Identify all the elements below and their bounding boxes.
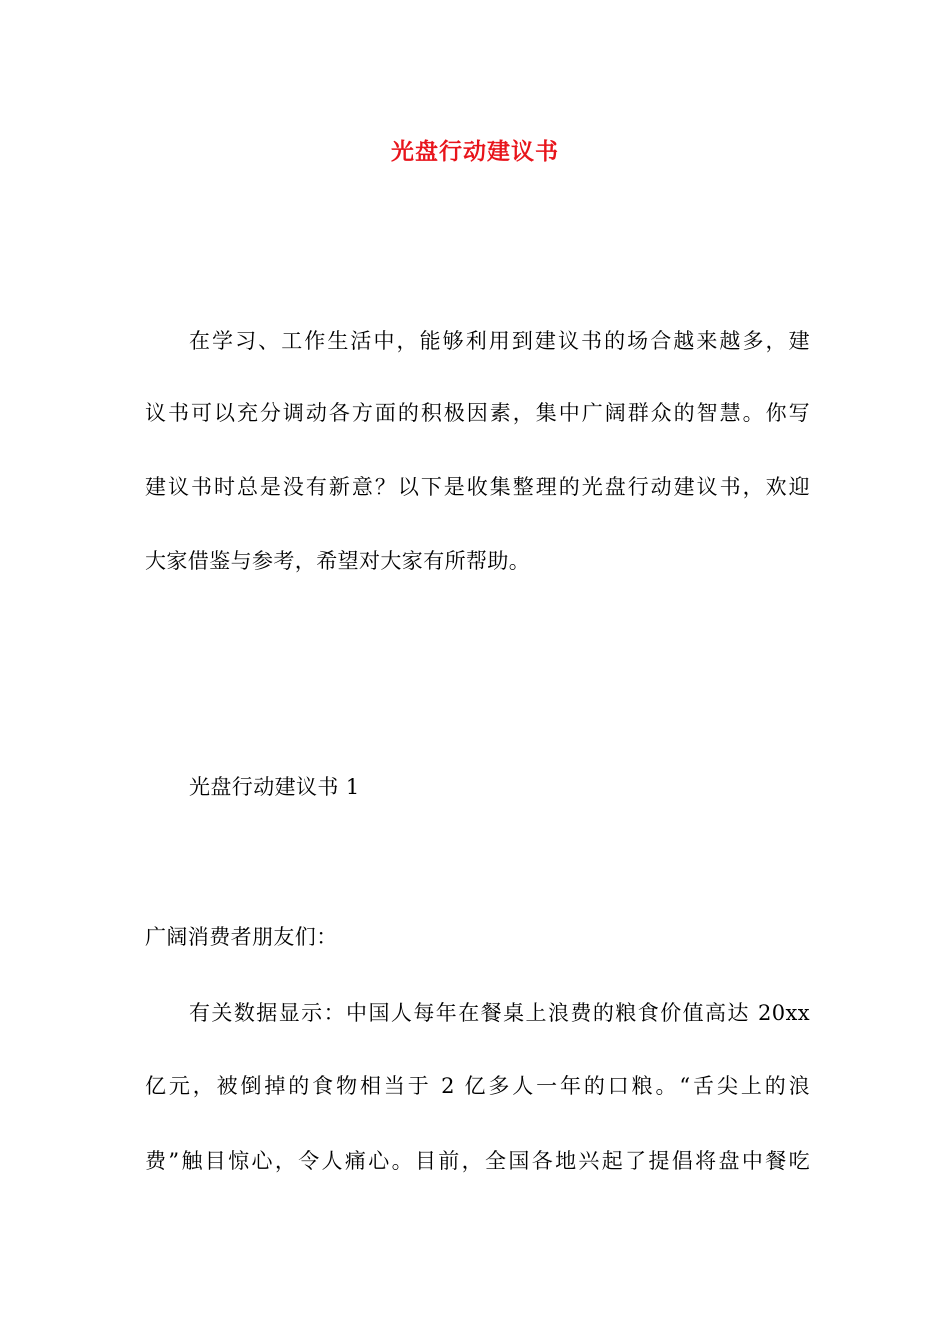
intro-line-4: 大家借鉴与参考，希望对大家有所帮助。 bbox=[145, 549, 531, 573]
body-line-3: 费”触目惊心，令人痛心。目前，全国各地兴起了提倡将盘中餐吃 bbox=[145, 1149, 810, 1173]
section-heading: 光盘行动建议书 1 bbox=[189, 775, 360, 799]
intro-line-1: 在学习、工作生活中，能够利用到建议书的场合越来越多，建 bbox=[189, 329, 810, 353]
intro-line-2: 议书可以充分调动各方面的积极因素，集中广阔群众的智慧。你写 bbox=[145, 401, 810, 425]
document-title: 光盘行动建议书 bbox=[391, 138, 559, 165]
body-line-2: 亿元，被倒掉的食物相当于 2 亿多人一年的口粮。“舌尖上的浪 bbox=[145, 1074, 810, 1098]
salutation: 广阔消费者朋友们： bbox=[145, 925, 338, 949]
intro-line-3: 建议书时总是没有新意？以下是收集整理的光盘行动建议书，欢迎 bbox=[145, 475, 810, 499]
body-line-1: 有关数据显示：中国人每年在餐桌上浪费的粮食价值高达 20xx bbox=[189, 1001, 810, 1025]
